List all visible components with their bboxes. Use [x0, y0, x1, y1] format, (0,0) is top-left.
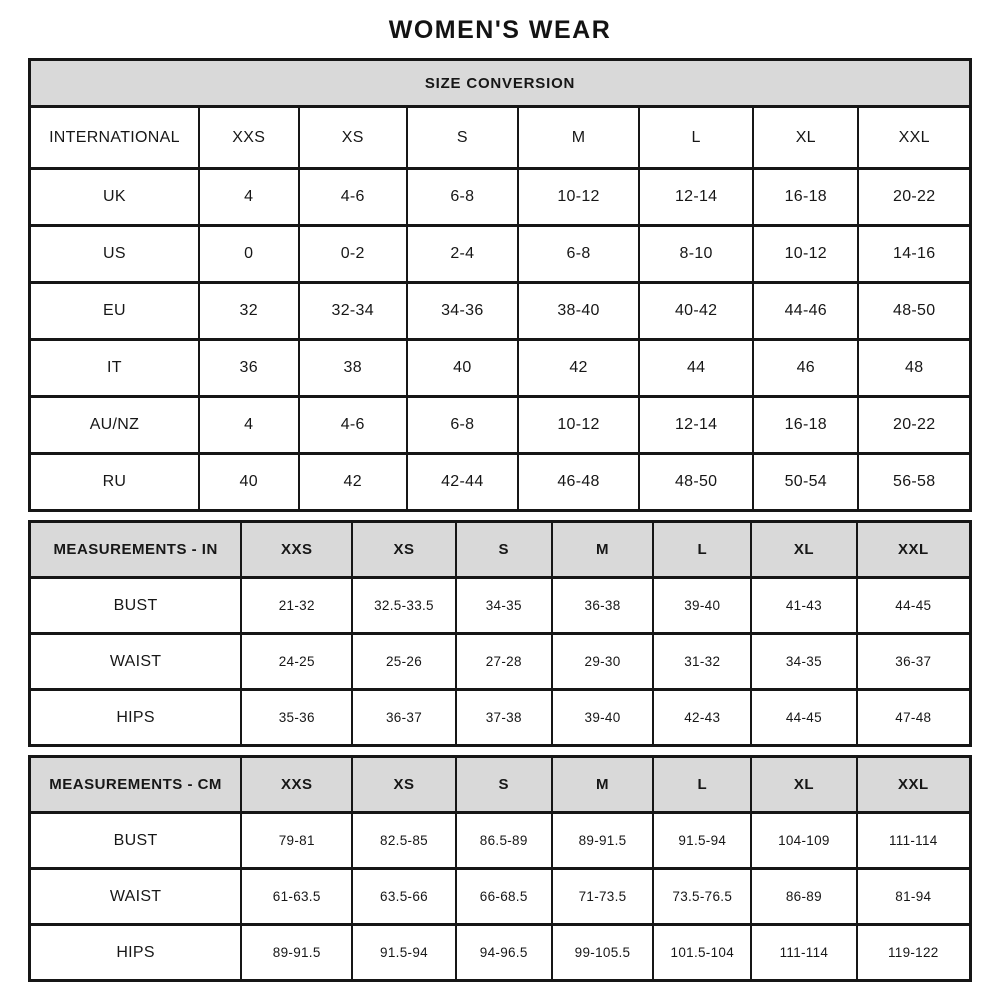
- size-value: 4: [199, 397, 299, 454]
- row-label: BUST: [30, 578, 242, 634]
- measurement-value: 71-73.5: [552, 869, 654, 925]
- measurements-cm-title: MEASUREMENTS - CM: [30, 757, 242, 813]
- column-header-xl: XL: [753, 107, 858, 169]
- column-header-s: S: [407, 107, 518, 169]
- size-value: 32-34: [299, 283, 407, 340]
- column-header-xs: XS: [299, 107, 407, 169]
- measurement-value: 29-30: [552, 634, 654, 690]
- row-label: US: [30, 226, 199, 283]
- measurement-value: 44-45: [857, 578, 971, 634]
- size-header-xxl: XXL: [857, 757, 971, 813]
- size-value: 6-8: [407, 397, 518, 454]
- table-row-waist-in: [30, 634, 971, 690]
- size-value: 42: [518, 340, 639, 397]
- size-value: 0: [199, 226, 299, 283]
- size-value: 44: [639, 340, 753, 397]
- size-value: 16-18: [753, 169, 858, 226]
- measurement-value: 89-91.5: [241, 925, 352, 981]
- size-header-l: L: [653, 522, 751, 578]
- measurement-value: 34-35: [456, 578, 552, 634]
- measurement-value: 41-43: [751, 578, 856, 634]
- measurements-in-header-row: [30, 522, 971, 578]
- size-header-l: L: [653, 757, 751, 813]
- size-value: 6-8: [518, 226, 639, 283]
- measurements-cm-header-row: [30, 757, 971, 813]
- size-header-s: S: [456, 522, 552, 578]
- size-conversion-table: [28, 58, 972, 512]
- size-value: 6-8: [407, 169, 518, 226]
- measurement-value: 31-32: [653, 634, 751, 690]
- measurement-value: 66-68.5: [456, 869, 552, 925]
- size-header-s: S: [456, 757, 552, 813]
- size-value: 12-14: [639, 169, 753, 226]
- measurement-value: 79-81: [241, 813, 352, 869]
- size-conversion-banner: SIZE CONVERSION: [30, 60, 971, 107]
- size-conversion-columns-row: [30, 107, 971, 169]
- size-header-xxs: XXS: [241, 757, 352, 813]
- size-value: 12-14: [639, 397, 753, 454]
- size-value: 4: [199, 169, 299, 226]
- size-value: 34-36: [407, 283, 518, 340]
- measurement-value: 21-32: [241, 578, 352, 634]
- measurement-value: 44-45: [751, 690, 856, 746]
- measurement-value: 91.5-94: [653, 813, 751, 869]
- measurement-value: 101.5-104: [653, 925, 751, 981]
- size-header-m: M: [552, 757, 654, 813]
- measurement-value: 39-40: [552, 690, 654, 746]
- measurement-value: 86-89: [751, 869, 856, 925]
- measurement-value: 32.5-33.5: [352, 578, 456, 634]
- row-label: HIPS: [30, 925, 242, 981]
- measurements-in-table: [28, 520, 972, 747]
- size-value: 40: [199, 454, 299, 511]
- size-header-xs: XS: [352, 757, 456, 813]
- row-label: WAIST: [30, 634, 242, 690]
- measurement-value: 34-35: [751, 634, 856, 690]
- measurement-value: 99-105.5: [552, 925, 654, 981]
- size-value: 0-2: [299, 226, 407, 283]
- size-value: 14-16: [858, 226, 970, 283]
- column-header-xxs: XXS: [199, 107, 299, 169]
- column-header-international: INTERNATIONAL: [30, 107, 199, 169]
- size-value: 8-10: [639, 226, 753, 283]
- size-header-m: M: [552, 522, 654, 578]
- size-header-xs: XS: [352, 522, 456, 578]
- size-value: 44-46: [753, 283, 858, 340]
- size-value: 10-12: [518, 169, 639, 226]
- measurement-value: 63.5-66: [352, 869, 456, 925]
- table-row-uk: [30, 169, 971, 226]
- size-value: 40-42: [639, 283, 753, 340]
- size-header-xxl: XXL: [857, 522, 971, 578]
- size-value: 20-22: [858, 397, 970, 454]
- size-value: 2-4: [407, 226, 518, 283]
- size-value: 10-12: [518, 397, 639, 454]
- measurement-value: 36-37: [857, 634, 971, 690]
- size-value: 46: [753, 340, 858, 397]
- measurement-value: 119-122: [857, 925, 971, 981]
- size-value: 42-44: [407, 454, 518, 511]
- measurement-value: 36-37: [352, 690, 456, 746]
- measurement-value: 89-91.5: [552, 813, 654, 869]
- table-row-hips-in: [30, 690, 971, 746]
- table-row-eu: [30, 283, 971, 340]
- row-label: WAIST: [30, 869, 242, 925]
- page-title: WOMEN'S WEAR: [388, 16, 612, 44]
- size-value: 50-54: [753, 454, 858, 511]
- size-value: 38-40: [518, 283, 639, 340]
- row-label: BUST: [30, 813, 242, 869]
- size-value: 42: [299, 454, 407, 511]
- measurement-value: 82.5-85: [352, 813, 456, 869]
- size-value: 16-18: [753, 397, 858, 454]
- column-header-l: L: [639, 107, 753, 169]
- measurement-value: 111-114: [857, 813, 971, 869]
- size-value: 10-12: [753, 226, 858, 283]
- table-row-bust-in: [30, 578, 971, 634]
- measurement-value: 27-28: [456, 634, 552, 690]
- table-row-hips-cm: [30, 925, 971, 981]
- row-label: RU: [30, 454, 199, 511]
- measurement-value: 73.5-76.5: [653, 869, 751, 925]
- table-row-aunz: [30, 397, 971, 454]
- measurement-value: 35-36: [241, 690, 352, 746]
- size-value: 38: [299, 340, 407, 397]
- measurement-value: 36-38: [552, 578, 654, 634]
- table-row-waist-cm: [30, 869, 971, 925]
- table-row-us: [30, 226, 971, 283]
- row-label: EU: [30, 283, 199, 340]
- row-label: AU/NZ: [30, 397, 199, 454]
- size-value: 48: [858, 340, 970, 397]
- row-label: UK: [30, 169, 199, 226]
- measurement-value: 24-25: [241, 634, 352, 690]
- measurement-value: 39-40: [653, 578, 751, 634]
- table-row-ru: [30, 454, 971, 511]
- size-value: 20-22: [858, 169, 970, 226]
- size-value: 56-58: [858, 454, 970, 511]
- measurement-value: 91.5-94: [352, 925, 456, 981]
- measurement-value: 37-38: [456, 690, 552, 746]
- size-header-xl: XL: [751, 522, 856, 578]
- measurements-in-title: MEASUREMENTS - IN: [30, 522, 242, 578]
- size-header-xl: XL: [751, 757, 856, 813]
- size-value: 36: [199, 340, 299, 397]
- size-value: 48-50: [639, 454, 753, 511]
- measurement-value: 111-114: [751, 925, 856, 981]
- table-row-bust-cm: [30, 813, 971, 869]
- size-header-xxs: XXS: [241, 522, 352, 578]
- measurement-value: 81-94: [857, 869, 971, 925]
- measurement-value: 104-109: [751, 813, 856, 869]
- measurement-value: 47-48: [857, 690, 971, 746]
- size-value: 46-48: [518, 454, 639, 511]
- measurement-value: 86.5-89: [456, 813, 552, 869]
- size-value: 4-6: [299, 397, 407, 454]
- size-value: 48-50: [858, 283, 970, 340]
- row-label: HIPS: [30, 690, 242, 746]
- size-value: 32: [199, 283, 299, 340]
- size-value: 4-6: [299, 169, 407, 226]
- measurement-value: 94-96.5: [456, 925, 552, 981]
- column-header-xxl: XXL: [858, 107, 970, 169]
- measurements-cm-table: [28, 755, 972, 982]
- row-label: IT: [30, 340, 199, 397]
- size-value: 40: [407, 340, 518, 397]
- column-header-m: M: [518, 107, 639, 169]
- measurement-value: 42-43: [653, 690, 751, 746]
- table-row-it: [30, 340, 971, 397]
- measurement-value: 25-26: [352, 634, 456, 690]
- measurement-value: 61-63.5: [241, 869, 352, 925]
